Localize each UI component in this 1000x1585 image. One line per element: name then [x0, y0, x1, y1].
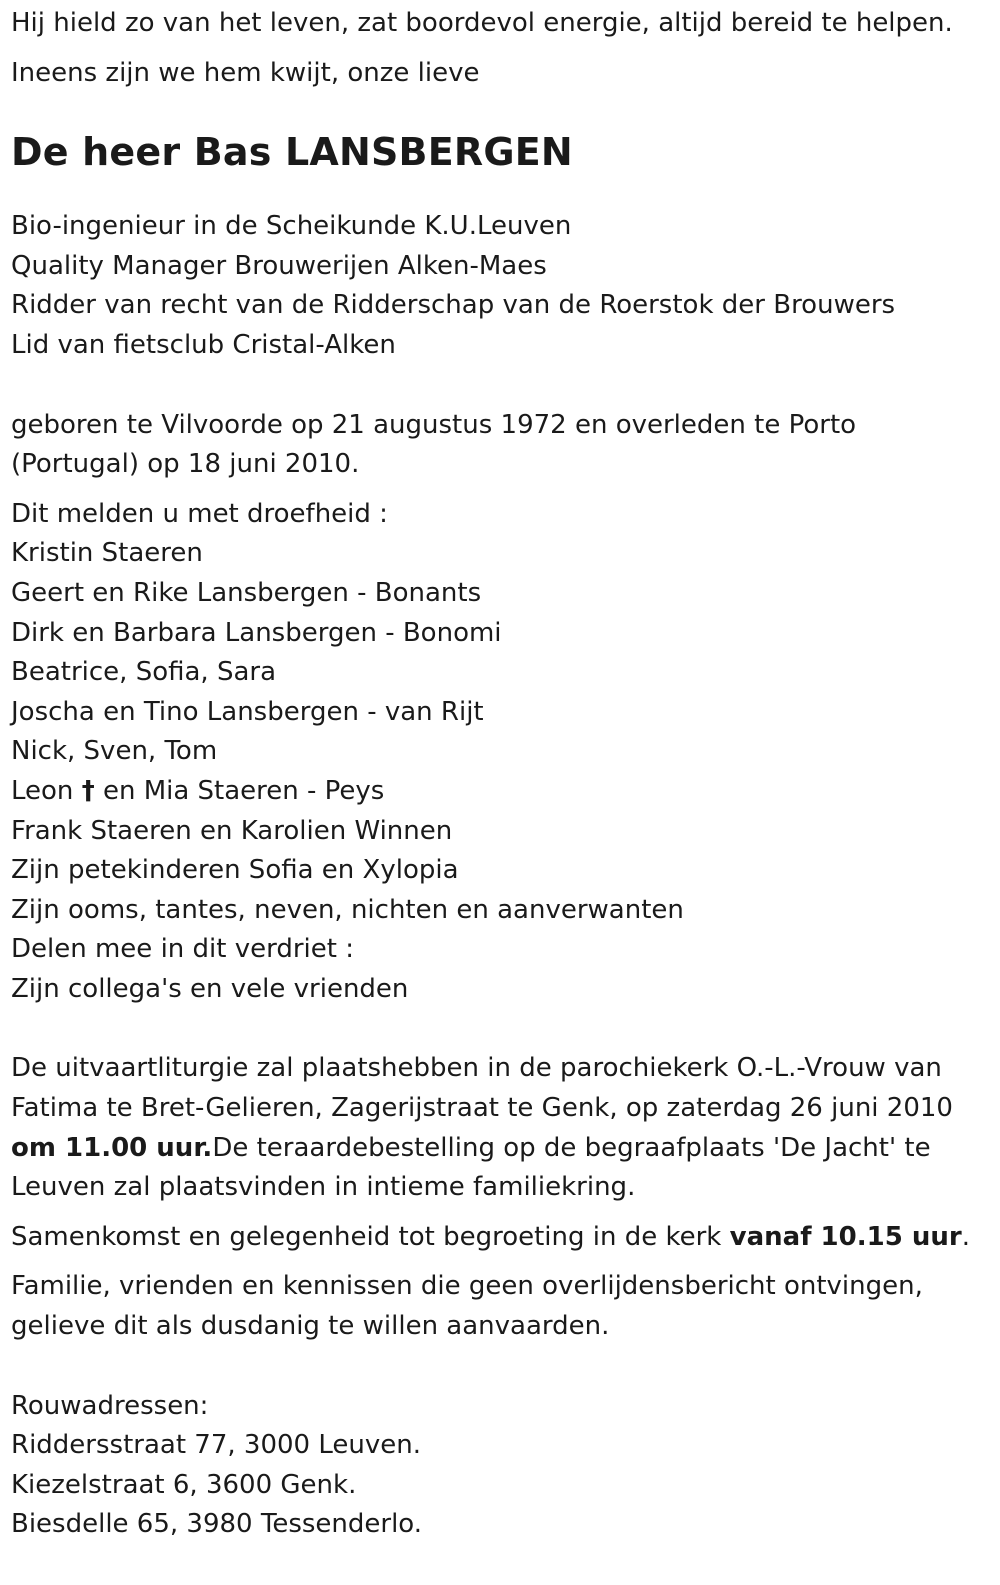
birth-death-line-2: (Portugal) op 18 juni 2010.: [11, 449, 360, 480]
family-name-leon: Leon: [11, 775, 82, 806]
funeral-line-4: Leuven zal plaatsvinden in intieme familiekring.: [11, 1172, 636, 1203]
funeral-time: om 11.00 uur.: [11, 1132, 213, 1163]
family-line: Zijn ooms, tantes, neven, nichten en aanverwanten: [11, 894, 684, 925]
title-line: Bio-ingenieur in de Scheikunde K.U.Leuven: [11, 211, 572, 242]
family-line: Dirk en Barbara Lansbergen - Bonomi: [11, 617, 502, 648]
family-line: Frank Staeren en Karolien Winnen: [11, 815, 453, 846]
family-line: Zijn petekinderen Sofia en Xylopia: [11, 855, 459, 886]
address-line: Kiezelstraat 6, 3600 Genk.: [11, 1469, 357, 1500]
family-line: Zijn collega's en vele vrienden: [11, 973, 409, 1004]
addresses-section: [11, 1387, 1000, 1545]
gathering-text: Samenkomst en gelegenheid tot begroeting in de kerk: [11, 1221, 730, 1252]
funeral-line-1: De uitvaartliturgie zal plaatshebben in de parochiekerk O.-L.-Vrouw van: [11, 1053, 942, 1084]
announcers-intro: Dit melden u met droefheid :: [11, 498, 388, 529]
gathering-line: [11, 1218, 1000, 1258]
funeral-line-3: [11, 1129, 1000, 1169]
gathering-section: [11, 1218, 1000, 1258]
title-line: Quality Manager Brouwerijen Alken-Maes: [11, 250, 547, 281]
family-section: [11, 495, 1000, 1010]
address-line: Riddersstraat 77, 3000 Leuven.: [11, 1430, 421, 1461]
notice-section: [11, 1267, 1000, 1346]
gathering-end: .: [961, 1221, 970, 1252]
family-line: Geert en Rike Lansbergen - Bonants: [11, 577, 482, 608]
family-line: Kristin Staeren: [11, 538, 203, 569]
birth-death-line-1: geboren te Vilvoorde op 21 augustus 1972 en overleden te Porto: [11, 409, 857, 440]
family-line: [11, 772, 1000, 812]
family-name-mia: en Mia Staeren - Peys: [94, 775, 385, 806]
cross-icon: †: [81, 775, 95, 806]
funeral-section: [11, 1049, 1000, 1207]
notice-line-1: Familie, vrienden en kennissen die geen overlijdensbericht ontvingen,: [11, 1271, 923, 1302]
family-line: Beatrice, Sofia, Sara: [11, 657, 277, 688]
address-line: Biesdelle 65, 3980 Tessenderlo.: [11, 1509, 423, 1540]
intro-line-1: Hij hield zo van het leven, zat boordevol energie, altijd bereid te helpen.: [11, 8, 953, 38]
funeral-line-2: Fatima te Bret-Gelieren, Zagerijstraat te Genk, op zaterdag 26 juni 2010: [11, 1093, 953, 1124]
addresses-label: Rouwadressen:: [11, 1390, 209, 1421]
titles-section: [11, 207, 1000, 365]
family-line: Nick, Sven, Tom: [11, 736, 218, 767]
deceased-name: De heer Bas LANSBERGEN: [11, 130, 573, 175]
title-line: Lid van fietsclub Cristal-Alken: [11, 329, 396, 360]
intro-line-2: Ineens zijn we hem kwijt, onze lieve: [11, 57, 480, 88]
title-line: Ridder van recht van de Ridderschap van de Roerstok der Brouwers: [11, 290, 896, 321]
notice-line-2: gelieve dit als dusdanig te willen aanvaarden.: [11, 1311, 610, 1342]
burial-text: De teraardebestelling op de begraafplaats 'De Jacht' te: [212, 1132, 931, 1163]
gathering-time: vanaf 10.15 uur: [729, 1221, 962, 1252]
birth-death-section: [11, 406, 1000, 485]
family-line: Delen mee in dit verdriet :: [11, 934, 354, 965]
intro-section: [11, 4, 1000, 93]
family-line: Joscha en Tino Lansbergen - van Rijt: [11, 696, 484, 727]
